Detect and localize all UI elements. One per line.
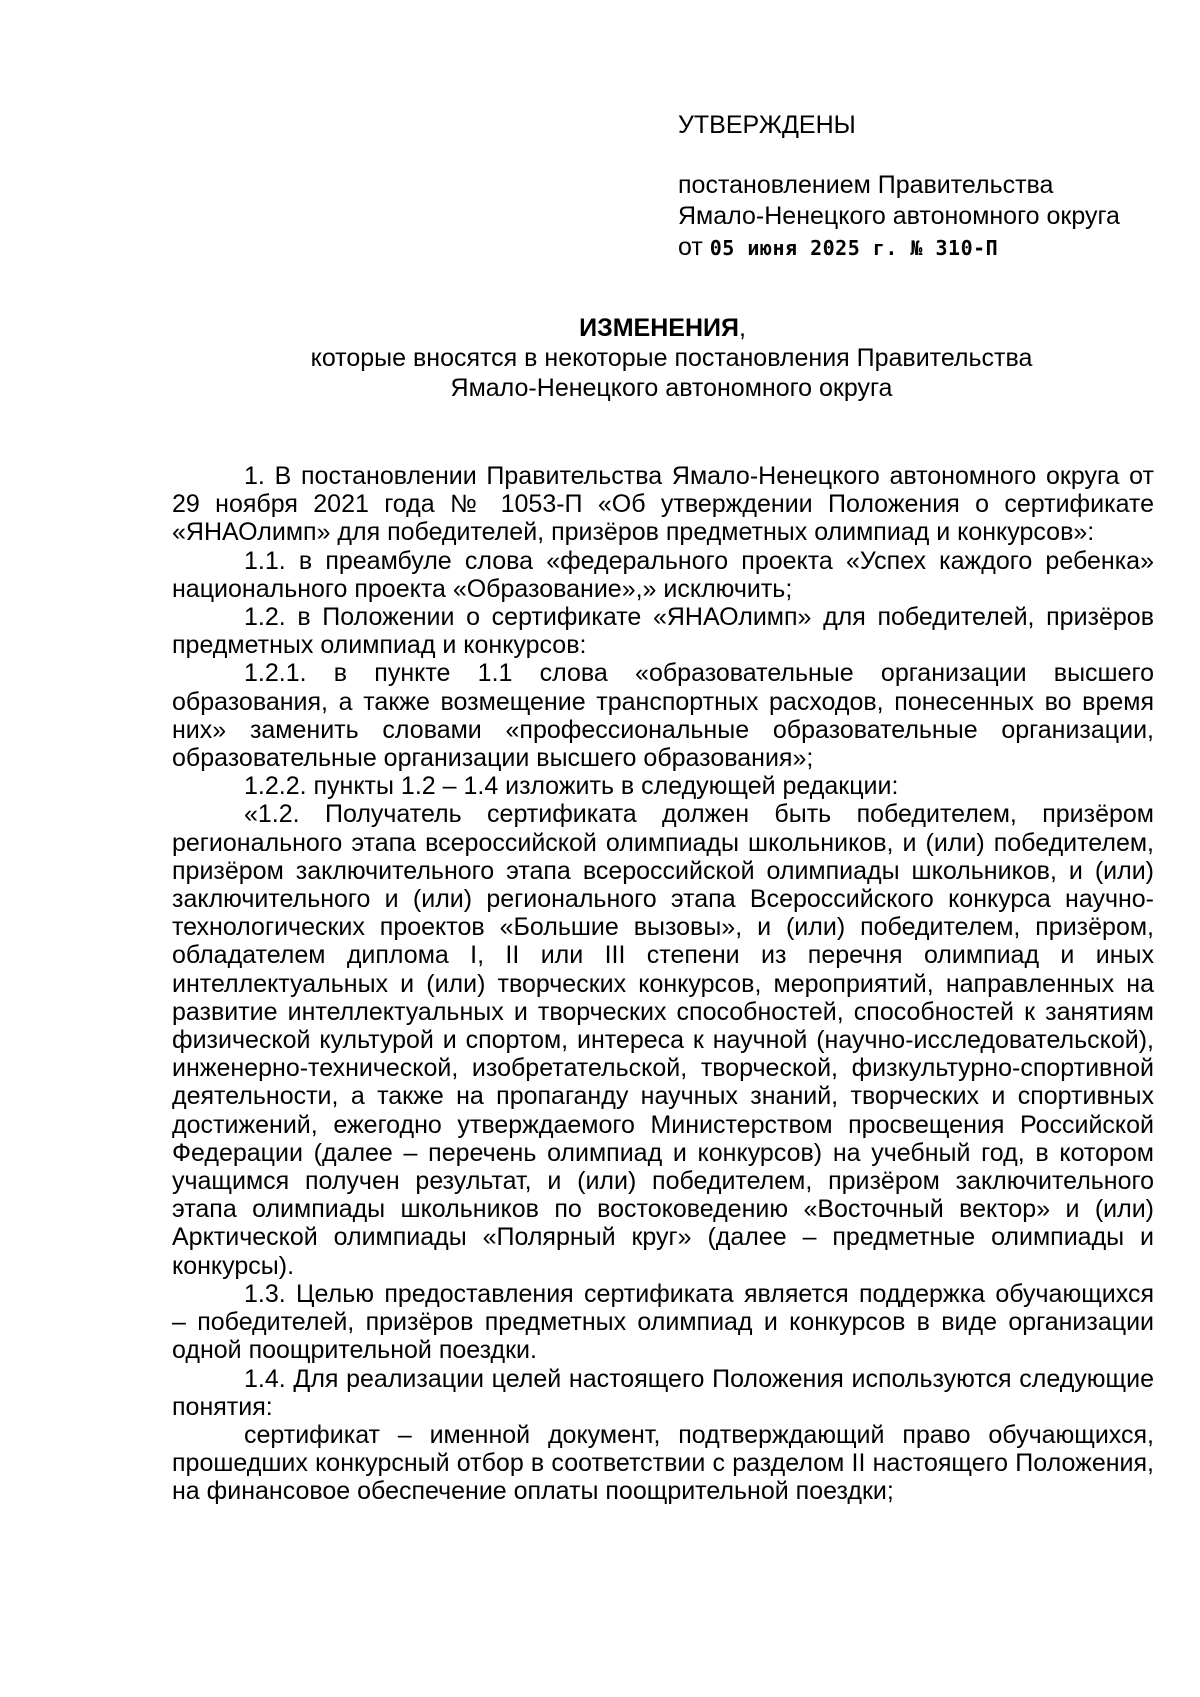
approval-line-1: постановлением Правительства — [678, 171, 1054, 199]
paragraph-new-1-2: «1.2. Получатель сертификата должен быть победителем, призёром регионального этапа всероссийской олимпиады школьников, и (или) победителем, призёром заключительного этапа всероссийской олимпиады школьников, и (или) заключительного и (или) регионального этапа Всероссийского конкурса научно-технологических проектов «Большие вызовы», и (или) победителем, призёром, обладателем диплома I, II или III степени из перечня олимпиад и иных интеллектуальных и (или) творческих конкурсов, мероприятий, направленных на развитие интеллектуальных и творческих способностей, способностей к занятиям физической культурой и спортом, интереса к научной (научно-исследовательской), инженерно-технической, изобретательской, творческой, физкультурно-спортивной деятельности, а также на пропаганду научных знаний, творческих и спортивных достижений, ежегодно утверждаемого Министерством просвещения Российской Федерации (далее – перечень олимпиад и конкурсов) на учебный год, в котором учащимся получен результат, и (или) победителем, призёром заключительного этапа олимпиады школьников по востоковедению «Восточный вектор» и (или) Арктической олимпиады «Полярный круг» (далее – предметные олимпиады и конкурсы). — [172, 800, 1154, 1280]
document-subtitle-line-2: Ямало-Ненецкого автономного округа — [450, 374, 893, 402]
paragraph-1-2-1: 1.2.1. в пункте 1.1 слова «образовательные организации высшего образования, а также возмещение транспортных расходов, понесенных во время них» заменить словами «профессиональные образовательные организации, образовательные организации высшего образования»; — [172, 659, 1154, 773]
paragraph-certificate-definition: сертификат – именной документ, подтверждающий право обучающихся, прошедших конкурсный отбор в соответствии с разделом II настоящего Положения, на финансовое обеспечение оплаты поощрительной поездки; — [172, 1420, 1154, 1506]
approval-date-number: 05 июня 2025 г. № 310-П — [709, 236, 999, 260]
document-title-line — [170, 313, 1155, 343]
document-body — [172, 462, 1154, 1506]
approval-line-2: Ямало-Ненецкого автономного округа — [678, 202, 1120, 230]
document-title-comma: , — [738, 314, 746, 342]
document-subtitle-line-1: которые вносятся в некоторые постановления Правительства — [310, 344, 1033, 372]
approval-title: УТВЕРЖДЕНЫ — [678, 111, 856, 139]
paragraph-1: 1. В постановлении Правительства Ямало-Ненецкого автономного округа от 29 ноября 2021 года № 1053-П «Об утверждении Положения о сертификате «ЯНАОлимп» для победителей, призёров предметных олимпиад и конкурсов»: — [172, 462, 1154, 547]
paragraph-new-1-3: 1.3. Целью предоставления сертификата является поддержка обучающихся – победителей, призёров предметных олимпиад и конкурсов в виде организации одной поощрительной поездки. — [172, 1279, 1154, 1365]
approval-block — [678, 110, 1178, 264]
document-title: ИЗМЕНЕНИЯ — [579, 314, 739, 342]
paragraph-new-1-4: 1.4. Для реализации целей настоящего Положения используются следующие понятия: — [172, 1364, 1154, 1421]
approval-date-prefix: от — [678, 233, 710, 261]
paragraph-1-2: 1.2. в Положении о сертификате «ЯНАОлимп» для победителей, призёров предметных олимпиад и конкурсов: — [172, 603, 1154, 660]
paragraph-1-1: 1.1. в преамбуле слова «федерального проекта «Успех каждого ребенка» национального проекта «Образование»,» исключить; — [172, 546, 1154, 603]
paragraph-1-2-2: 1.2.2. пункты 1.2 – 1.4 изложить в следующей редакции: — [244, 772, 899, 801]
document-heading — [170, 313, 1155, 403]
approval-date-line — [678, 232, 1178, 264]
